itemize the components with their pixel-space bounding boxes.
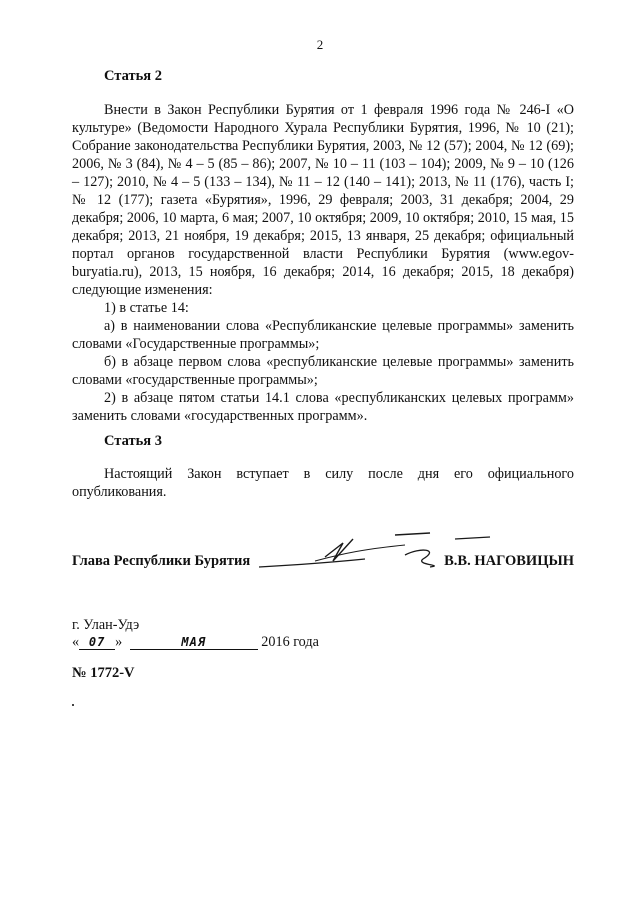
article-3-body xyxy=(72,465,574,501)
article-2-item-2: 2) в абзаце пятом статьи 14.1 слова «республиканских целевых программ» заменить словами «государственных программ». xyxy=(72,390,574,424)
article-2-intro-paragraph: Внести в Закон Республики Бурятия от 1 февраля 1996 года № 246-I «О культуре» (Ведомости Народного Хурала Республики Бурятия, 1996, № 10 (21); Собрание законодательства Республики Бурятия, 2003, № 12 (57); 2004, № 12 (69); 2006, № 3 (84), № 4 – 5 (85 – 86); 2007, № 10 – 11 (103 – 104); 2009, № 9 – 10 (126 – 127); 2010, № 4 – 5 (133 – 134), № 11 – 12 (140 – 141); 2013, № 11 (176), часть I; № 12 (177); газета «Бурятия», 1996, 29 февраля; 2003, 31 декабря; 2004, 29 декабря; 2006, 10 марта, 6 мая; 2007, 10 октября; 2009, 10 октября; 2010, 15 мая, 15 декабря; 2013, 21 ноября, 19 декабря; 2015, 13 января, 25 декабря; официальный портал органов государственной власти Республики Бурятия (www.egov-buryatia.ru), 2013, 15 ноября, 16 декабря; 2014, 16 декабря; 2015, 18 декабря) следующие изменения: xyxy=(72,102,574,298)
article-2-heading: Статья 2 xyxy=(104,68,162,84)
date-month: МАЯ xyxy=(130,635,258,650)
date-close-quote: » xyxy=(115,634,123,650)
date-year: 2016 года xyxy=(261,634,319,650)
article-3-paragraph: Настоящий Закон вступает в силу после дня его официального опубликования. xyxy=(72,466,574,500)
date-open-quote: « xyxy=(72,634,80,650)
signature-row xyxy=(72,553,574,573)
article-2-body xyxy=(72,101,574,425)
scan-speck xyxy=(72,704,74,706)
signatory-name: В.В. НАГОВИЦЫН xyxy=(444,553,574,569)
signing-date xyxy=(72,634,319,651)
article-2-item-1: 1) в статье 14: xyxy=(104,300,189,316)
handwritten-signature xyxy=(255,515,495,585)
place-of-signing: г. Улан-Удэ xyxy=(72,617,140,633)
article-2-item-1b: б) в абзаце первом слова «республиканские целевые программы» заменить словами «государственные программы»; xyxy=(72,354,574,388)
page-number: 2 xyxy=(316,37,324,52)
signatory-title: Глава Республики Бурятия xyxy=(72,553,251,569)
date-day: 07 xyxy=(79,635,115,650)
article-2-item-1a: а) в наименовании слова «Республиканские целевые программы» заменить словами «Государственные программы»; xyxy=(72,318,574,352)
law-number: № 1772-V xyxy=(72,665,135,681)
article-3-heading: Статья 3 xyxy=(104,433,162,449)
